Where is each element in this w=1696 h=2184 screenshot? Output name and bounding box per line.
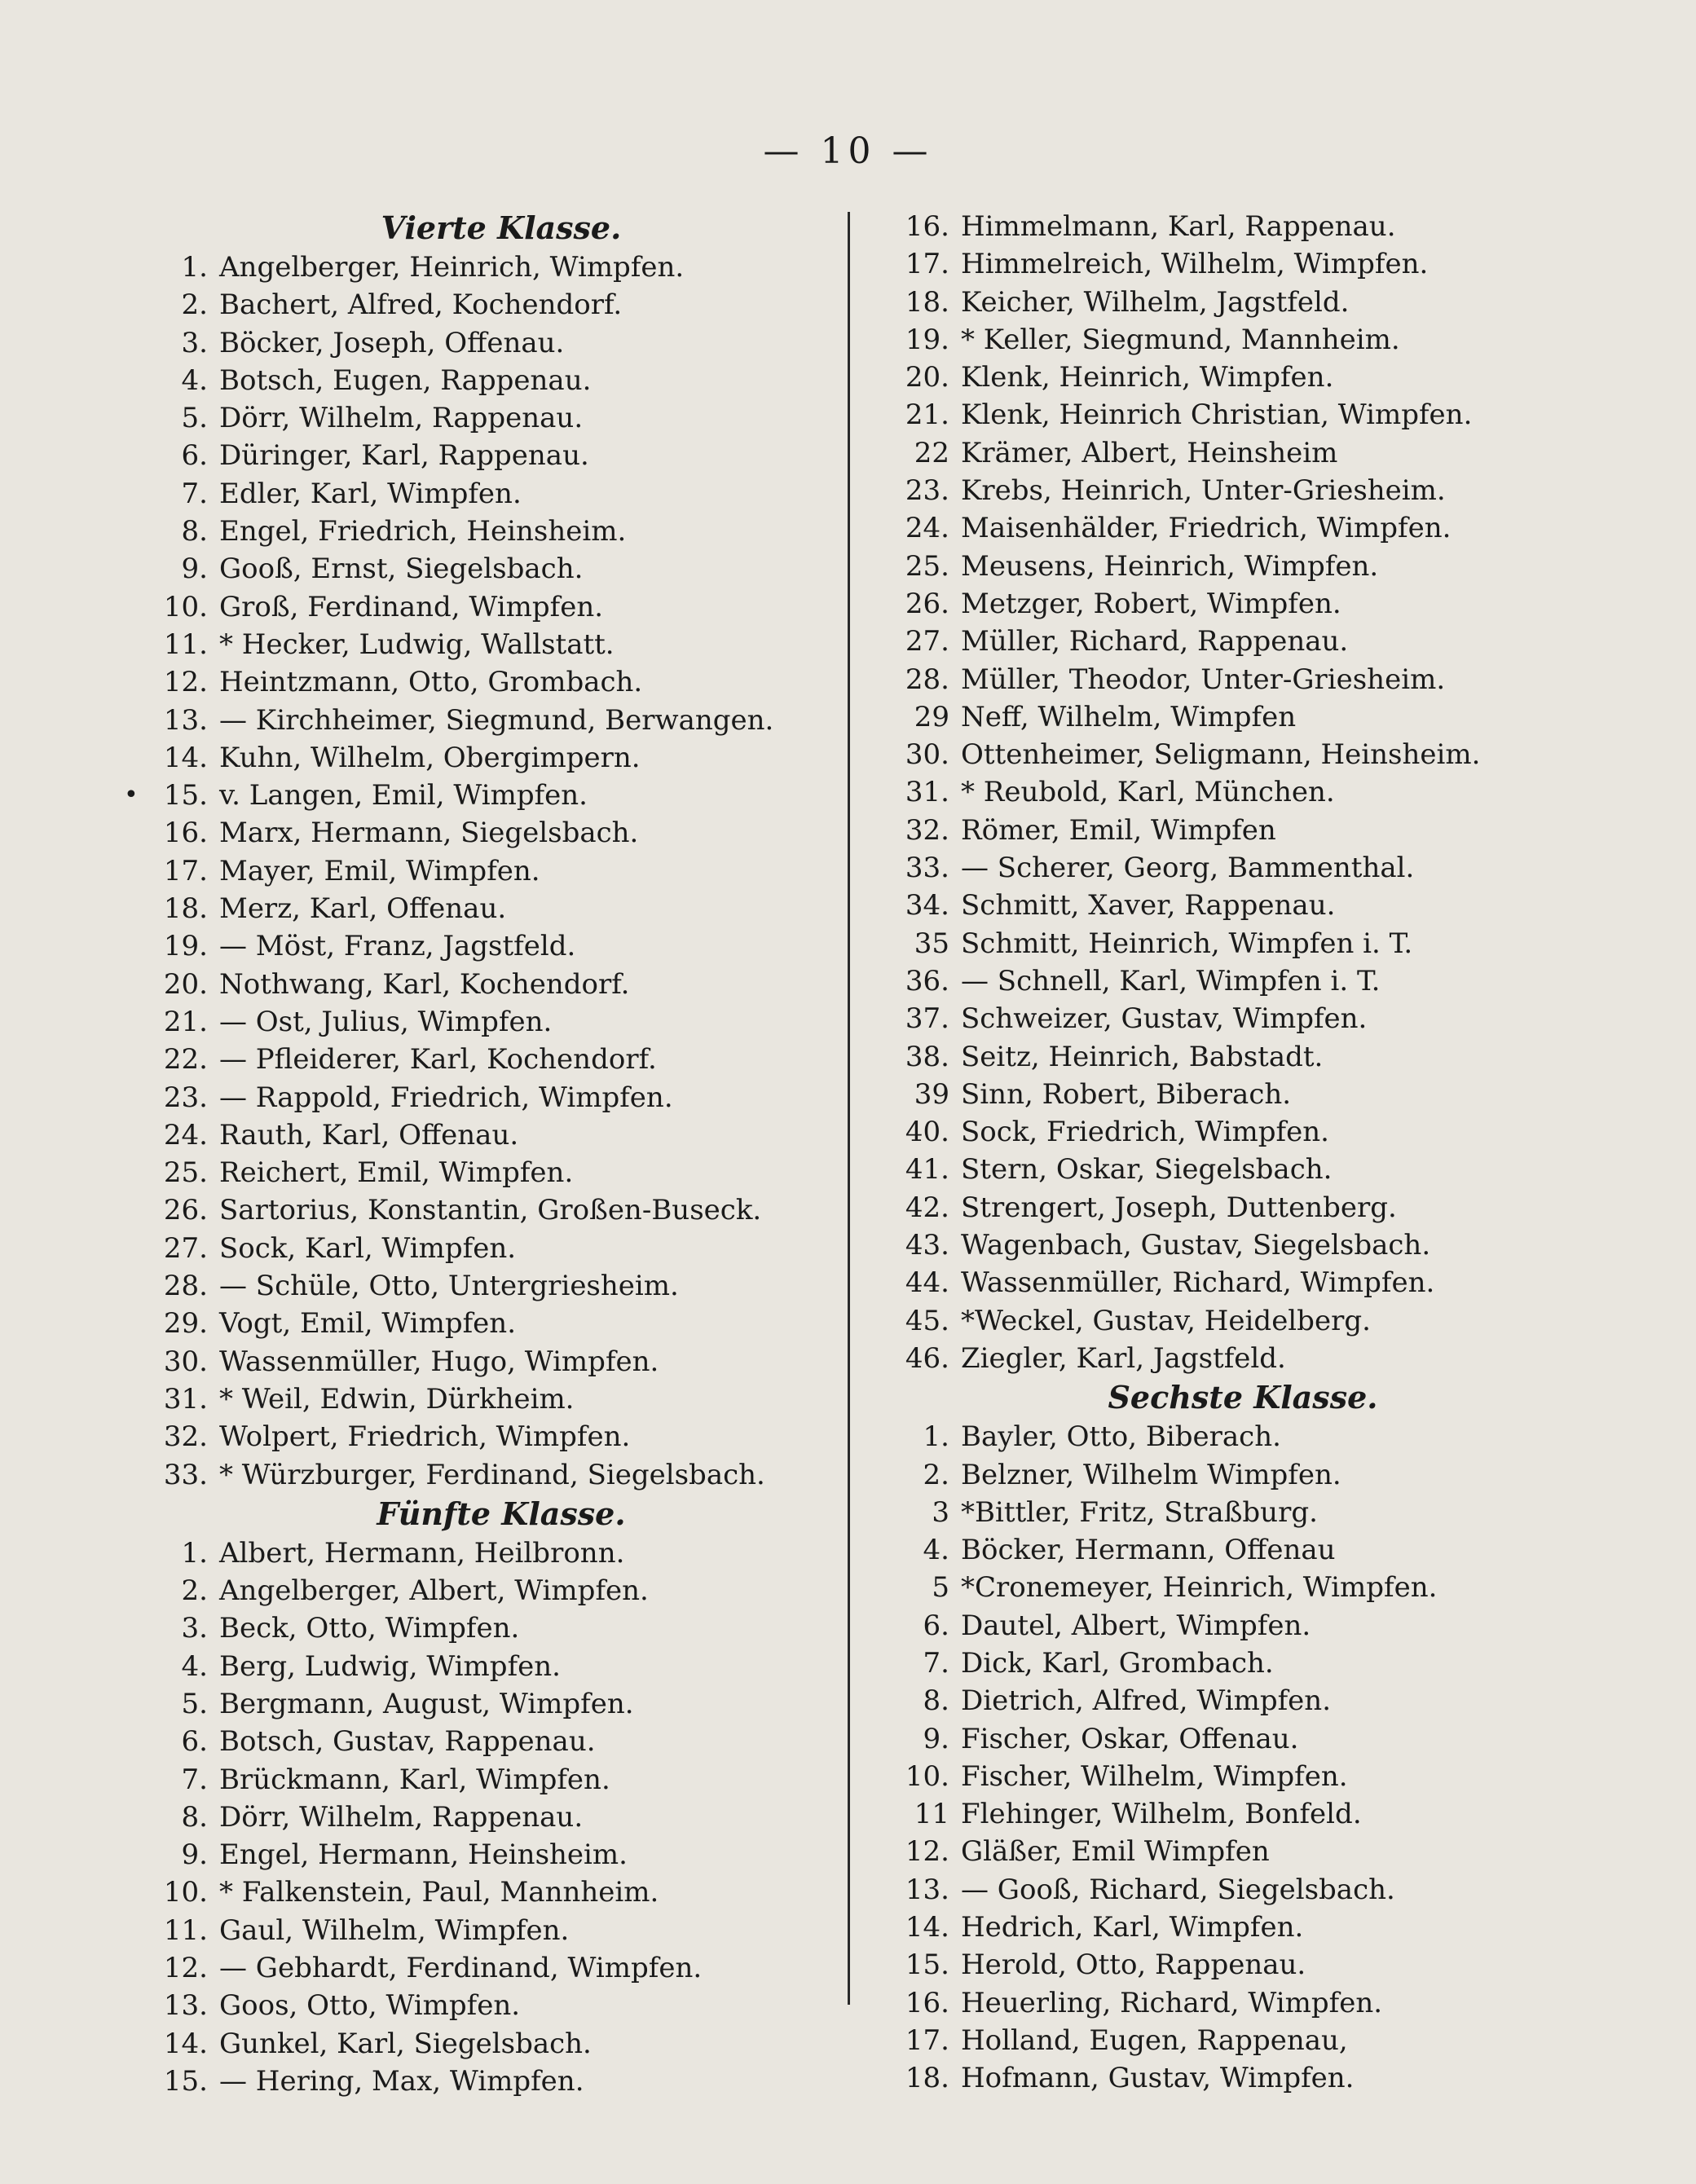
entry-name: Mayer, Emil, Wimpfen.: [219, 854, 540, 887]
list-item: [143, 324, 860, 362]
entry-number: 33.: [163, 1458, 208, 1491]
entry-name: v. Langen, Emil, Wimpfen.: [219, 779, 588, 812]
list-item: [143, 1003, 860, 1041]
entry-number: 3.: [181, 1612, 208, 1645]
entry-name: Himmelmann, Karl, Rappenau.: [961, 210, 1396, 243]
entry-name: — Pfleiderer, Karl, Kochendorf.: [219, 1043, 657, 1077]
entry-name: Engel, Hermann, Heinsheim.: [219, 1838, 628, 1872]
entry-name: Heintzmann, Otto, Grombach.: [219, 666, 643, 699]
entry-number: 7.: [181, 1763, 208, 1796]
entry-number: 14.: [163, 741, 208, 774]
entry-name: Keicher, Wilhelm, Jagstfeld.: [961, 285, 1350, 319]
list-item: [884, 1113, 1601, 1151]
entry-name: Gunkel, Karl, Siegelsbach.: [219, 2027, 592, 2060]
entry-name: — Hering, Max, Wimpfen.: [219, 2064, 584, 2098]
list-item: [884, 1795, 1601, 1833]
entry-number: 21.: [163, 1005, 208, 1038]
entry-number: 25.: [163, 1156, 208, 1190]
entry-number: 16.: [163, 817, 208, 850]
list-item: [884, 1340, 1601, 1377]
entry-name: Dietrich, Alfred, Wimpfen.: [961, 1684, 1332, 1718]
list-item: [884, 736, 1601, 773]
list-item: [143, 626, 860, 663]
entry-name: Sinn, Robert, Biberach.: [961, 1077, 1292, 1111]
entry-number: 8.: [181, 515, 208, 548]
list-item: [143, 1380, 860, 1418]
list-item: [884, 1264, 1601, 1301]
entry-number: 18.: [905, 285, 949, 319]
entry-number: 13.: [905, 1873, 949, 1906]
entry-name: Krebs, Heinrich, Unter-Griesheim.: [961, 474, 1446, 508]
list-item: [884, 1494, 1601, 1531]
list-item: [884, 623, 1601, 660]
entry-number: 10.: [163, 1876, 208, 1909]
list-item: [143, 1987, 860, 2024]
list-item: [884, 1569, 1601, 1606]
section-heading: Vierte Klasse.: [381, 209, 622, 246]
list-item: [884, 1758, 1601, 1795]
list-item: [884, 1000, 1601, 1037]
entry-number: 7.: [181, 477, 208, 510]
entry-number: 40.: [905, 1116, 949, 1149]
entry-name: Strengert, Joseph, Duttenberg.: [961, 1191, 1397, 1224]
entry-name: Fischer, Oskar, Offenau.: [961, 1722, 1299, 1755]
entry-name: Fischer, Wilhelm, Wimpfen.: [961, 1759, 1348, 1793]
entry-name: Belzner, Wilhelm Wimpfen.: [961, 1458, 1341, 1491]
list-item: [143, 550, 860, 588]
entry-name: Dick, Karl, Grombach.: [961, 1646, 1274, 1680]
list-item: [143, 777, 860, 814]
entry-number: 4.: [181, 1649, 208, 1683]
entry-name: Hofmann, Gustav, Wimpfen.: [961, 2062, 1355, 2095]
entry-number: 5.: [181, 402, 208, 435]
list-item: [143, 1609, 860, 1647]
list-item: [143, 814, 860, 852]
list-item: [884, 509, 1601, 547]
entry-number: 9.: [923, 1722, 949, 1755]
list-item: [884, 208, 1601, 245]
list-item: [143, 1305, 860, 1342]
entry-number: 27.: [163, 1231, 208, 1265]
entry-name: * Würzburger, Ferdinand, Siegelsbach.: [219, 1458, 765, 1491]
list-item: [143, 663, 860, 701]
entry-name: * Falkenstein, Paul, Mannheim.: [219, 1876, 659, 1909]
entry-number: 31.: [163, 1382, 208, 1416]
list-item: [143, 1912, 860, 1949]
entry-number: 28.: [905, 663, 949, 696]
entry-number: 13.: [163, 703, 208, 737]
entry-name: Gooß, Ernst, Siegelsbach.: [219, 553, 584, 586]
entry-name: Metzger, Robert, Wimpfen.: [961, 587, 1341, 620]
entry-name: — Kirchheimer, Siegmund, Berwangen.: [219, 703, 774, 737]
entry-name: Flehinger, Wilhelm, Bonfeld.: [961, 1798, 1362, 1831]
list-item: [884, 321, 1601, 359]
entry-number: 18.: [905, 2062, 949, 2095]
entry-name: Hedrich, Karl, Wimpfen.: [961, 1911, 1304, 1944]
entry-name: Dörr, Wilhelm, Rappenau.: [219, 402, 584, 435]
section-heading: Fünfte Klasse.: [377, 1495, 626, 1532]
entry-name: Seitz, Heinrich, Babstadt.: [961, 1040, 1324, 1073]
entry-number: 24.: [163, 1118, 208, 1151]
list-item: [884, 698, 1601, 736]
entry-number: 14.: [905, 1911, 949, 1944]
entry-name: Schweizer, Gustav, Wimpfen.: [961, 1002, 1368, 1036]
entry-number: 23.: [905, 474, 949, 508]
entry-name: Nothwang, Karl, Kochendorf.: [219, 967, 630, 1001]
list-item: [884, 396, 1601, 434]
entry-name: Goos, Otto, Wimpfen.: [219, 1989, 521, 2023]
entry-name: Müller, Richard, Rappenau.: [961, 625, 1349, 658]
entry-number: 17.: [163, 854, 208, 887]
entry-number: 33.: [905, 852, 949, 885]
entry-number: 10.: [163, 590, 208, 623]
entry-name: Ziegler, Karl, Jagstfeld.: [961, 1341, 1286, 1375]
entry-name: Wolpert, Friedrich, Wimpfen.: [219, 1420, 631, 1454]
entry-number: 2.: [181, 1574, 208, 1608]
entry-number: 11.: [163, 627, 208, 661]
list-item: [143, 2025, 860, 2063]
entry-number: 10.: [905, 1759, 949, 1793]
list-item: [143, 702, 860, 739]
entry-name: Maisenhälder, Friedrich, Wimpfen.: [961, 512, 1452, 545]
entry-name: *Weckel, Gustav, Heidelberg.: [961, 1304, 1371, 1337]
list-item: [143, 966, 860, 1003]
list-item: [143, 1685, 860, 1723]
list-item: [884, 434, 1601, 472]
entry-number: 32.: [163, 1420, 208, 1454]
list-item: [143, 1723, 860, 1760]
list-item: [143, 1836, 860, 1874]
list-item: [884, 1302, 1601, 1340]
entry-number: 1.: [181, 1536, 208, 1570]
list-item: [884, 849, 1601, 887]
list-item: [884, 812, 1601, 849]
entry-number: 30.: [163, 1345, 208, 1378]
entry-number: 37.: [905, 1002, 949, 1036]
list-item: [884, 1984, 1601, 2022]
list-item: [884, 962, 1601, 1000]
entry-number: 16.: [905, 1986, 949, 2019]
entry-name: Brückmann, Karl, Wimpfen.: [219, 1763, 610, 1796]
entry-number: 43.: [905, 1229, 949, 1262]
entry-name: Himmelreich, Wilhelm, Wimpfen.: [961, 248, 1429, 281]
entry-name: Berg, Ludwig, Wimpfen.: [219, 1649, 561, 1683]
list-item: [884, 1038, 1601, 1076]
list-item: [143, 1116, 860, 1154]
entry-number: 26.: [905, 587, 949, 620]
list-item: [884, 1833, 1601, 1870]
list-item: [884, 2059, 1601, 2097]
entry-number: 17.: [905, 248, 949, 281]
entry-name: — Schüle, Otto, Untergriesheim.: [219, 1270, 679, 1303]
list-item: [143, 1191, 860, 1229]
entry-name: Beck, Otto, Wimpfen.: [219, 1612, 520, 1645]
entry-number: 1.: [923, 1420, 949, 1454]
entry-number: 3.: [181, 326, 208, 359]
entry-number: 5: [932, 1571, 949, 1605]
list-item: [143, 1154, 860, 1191]
entry-number: 15.: [905, 1948, 949, 1982]
entry-name: Klenk, Heinrich Christian, Wimpfen.: [961, 398, 1473, 432]
list-item: [884, 1418, 1601, 1455]
list-item: [884, 925, 1601, 962]
entry-number: 6.: [181, 439, 208, 473]
entry-name: — Ost, Julius, Wimpfen.: [219, 1005, 553, 1038]
list-item: [143, 588, 860, 626]
entry-number: 31.: [905, 776, 949, 809]
entry-number: 34.: [905, 889, 949, 922]
entry-name: Schmitt, Xaver, Rappenau.: [961, 889, 1336, 922]
list-item: [884, 284, 1601, 321]
list-item: [143, 362, 860, 399]
list-item: [143, 852, 860, 890]
list-item: [884, 1720, 1601, 1758]
list-item: [143, 1761, 860, 1799]
entry-number: 14.: [163, 2027, 208, 2060]
entry-name: * Hecker, Ludwig, Wallstatt.: [219, 627, 615, 661]
entry-number: 11.: [163, 1913, 208, 1947]
entry-number: 35: [914, 927, 949, 960]
list-item: [884, 1456, 1601, 1494]
entry-number: 5.: [181, 1687, 208, 1720]
entry-name: Neff, Wilhelm, Wimpfen: [961, 700, 1297, 733]
entry-number: 21.: [905, 398, 949, 432]
list-item: [143, 927, 860, 965]
entry-name: Groß, Ferdinand, Wimpfen.: [219, 590, 604, 623]
list-item: [884, 887, 1601, 924]
list-item: [884, 585, 1601, 623]
entry-number: 12.: [163, 666, 208, 699]
list-item: [884, 1189, 1601, 1226]
entry-number: 16.: [905, 210, 949, 243]
entry-number: 19.: [905, 323, 949, 356]
list-item: [143, 1949, 860, 1987]
entry-number: 36.: [905, 964, 949, 997]
list-item: [143, 1230, 860, 1267]
entry-number: 38.: [905, 1040, 949, 1073]
list-item: [143, 1535, 860, 1572]
list-item: [884, 1226, 1601, 1264]
entry-number: 12.: [163, 1952, 208, 1985]
entry-number: 45.: [905, 1304, 949, 1337]
entry-number: 28.: [163, 1270, 208, 1303]
entry-number: 32.: [905, 813, 949, 847]
entry-number: 46.: [905, 1341, 949, 1375]
entry-number: 20.: [905, 361, 949, 394]
entry-name: Bergmann, August, Wimpfen.: [219, 1687, 634, 1720]
entry-number: 9.: [181, 1838, 208, 1872]
entry-name: Schmitt, Heinrich, Wimpfen i. T.: [961, 927, 1413, 960]
list-item: [884, 773, 1601, 811]
list-item: [143, 890, 860, 927]
list-item: [884, 1871, 1601, 1909]
entry-name: Merz, Karl, Offenau.: [219, 892, 507, 926]
list-item: [143, 1456, 860, 1494]
list-item: [143, 1799, 860, 1836]
entry-name: * Weil, Edwin, Dürkheim.: [219, 1382, 575, 1416]
list-item: [884, 661, 1601, 698]
entry-name: Botsch, Gustav, Rappenau.: [219, 1725, 596, 1759]
list-item: [143, 399, 860, 437]
list-item: [884, 359, 1601, 396]
entry-name: — Möst, Franz, Jagstfeld.: [219, 930, 576, 963]
entry-number: 4.: [181, 363, 208, 397]
entry-number: 6.: [181, 1725, 208, 1759]
entry-name: Bayler, Otto, Biberach.: [961, 1420, 1281, 1454]
entry-name: *Bittler, Fritz, Straßburg.: [961, 1495, 1318, 1529]
entry-name: Dörr, Wilhelm, Rappenau.: [219, 1800, 584, 1834]
entry-name: — Schnell, Karl, Wimpfen i. T.: [961, 964, 1381, 997]
entry-name: Klenk, Heinrich, Wimpfen.: [961, 361, 1334, 394]
entry-number: 27.: [905, 625, 949, 658]
entry-number: 6.: [923, 1609, 949, 1642]
entry-number: 1.: [181, 251, 208, 284]
list-item: [143, 1343, 860, 1380]
entry-name: Gläßer, Emil Wimpfen: [961, 1835, 1270, 1869]
entry-number: 12.: [905, 1835, 949, 1869]
entry-number: 4.: [923, 1534, 949, 1567]
entry-number: 20.: [163, 967, 208, 1001]
entry-number: 42.: [905, 1191, 949, 1224]
entry-name: Wagenbach, Gustav, Siegelsbach.: [961, 1229, 1431, 1262]
entry-number: 2.: [923, 1458, 949, 1491]
entry-name: Holland, Eugen, Rappenau,: [961, 2023, 1348, 2057]
entry-name: Heuerling, Richard, Wimpfen.: [961, 1986, 1383, 2019]
list-item: [884, 1946, 1601, 1984]
entry-number: 44.: [905, 1266, 949, 1300]
entry-name: Bachert, Alfred, Kochendorf.: [219, 288, 623, 322]
list-item: [143, 286, 860, 324]
entry-name: — Gebhardt, Ferdinand, Wimpfen.: [219, 1952, 703, 1985]
list-item: [884, 1076, 1601, 1113]
entry-number: 25.: [905, 549, 949, 583]
entry-name: Ottenheimer, Seligmann, Heinsheim.: [961, 738, 1481, 772]
entry-name: Wassenmüller, Hugo, Wimpfen.: [219, 1345, 659, 1378]
entry-name: Angelberger, Heinrich, Wimpfen.: [219, 251, 685, 284]
entry-name: Gaul, Wilhelm, Wimpfen.: [219, 1913, 570, 1947]
entry-name: Düringer, Karl, Rappenau.: [219, 439, 589, 473]
entry-name: * Keller, Siegmund, Mannheim.: [961, 323, 1400, 356]
entry-name: Botsch, Eugen, Rappenau.: [219, 363, 592, 397]
list-item: [884, 472, 1601, 509]
entry-name: Krämer, Albert, Heinsheim: [961, 436, 1338, 469]
entry-number: 13.: [163, 1989, 208, 2023]
entry-number: 8.: [181, 1800, 208, 1834]
entry-name: Böcker, Joseph, Offenau.: [219, 326, 565, 359]
list-item: [884, 1607, 1601, 1645]
list-item: [143, 1874, 860, 1911]
entry-name: Römer, Emil, Wimpfen: [961, 813, 1276, 847]
section-heading: Sechste Klasse.: [1108, 1379, 1378, 1416]
list-item: [143, 437, 860, 474]
entry-name: Reichert, Emil, Wimpfen.: [219, 1156, 574, 1190]
list-item: [143, 1041, 860, 1078]
list-item: [143, 513, 860, 550]
entry-number: 15.: [163, 779, 208, 812]
entry-name: Edler, Karl, Wimpfen.: [219, 477, 522, 510]
list-item: [884, 1645, 1601, 1682]
list-item: [884, 245, 1601, 283]
entry-name: Rauth, Karl, Offenau.: [219, 1118, 519, 1151]
entry-name: Böcker, Hermann, Offenau: [961, 1534, 1336, 1567]
list-item: [143, 475, 860, 513]
entry-number: 24.: [905, 512, 949, 545]
entry-name: Stern, Oskar, Siegelsbach.: [961, 1153, 1333, 1187]
entry-name: Marx, Hermann, Siegelsbach.: [219, 817, 639, 850]
entry-number: 8.: [923, 1684, 949, 1718]
entry-name: — Rappold, Friedrich, Wimpfen.: [219, 1081, 673, 1114]
list-item: [884, 1909, 1601, 1946]
entry-name: * Reubold, Karl, München.: [961, 776, 1335, 809]
list-item: [884, 1682, 1601, 1719]
entry-name: Albert, Hermann, Heilbronn.: [219, 1536, 625, 1570]
entry-name: Meusens, Heinrich, Wimpfen.: [961, 549, 1379, 583]
right-column: [884, 208, 1601, 2098]
list-item: [143, 2063, 860, 2100]
entry-number: 29: [914, 700, 949, 733]
entry-name: Engel, Friedrich, Heinsheim.: [219, 515, 627, 548]
list-item: [884, 1531, 1601, 1569]
entry-number: 3: [932, 1495, 949, 1529]
entry-number: 9.: [181, 553, 208, 586]
entry-number: 17.: [905, 2023, 949, 2057]
entry-number: 2.: [181, 288, 208, 322]
entry-number: 30.: [905, 738, 949, 772]
list-item: [143, 249, 860, 286]
entry-name: — Scherer, Georg, Bammenthal.: [961, 852, 1415, 885]
entry-name: Sartorius, Konstantin, Großen-Buseck.: [219, 1194, 762, 1227]
entry-number: 15.: [163, 2064, 208, 2098]
page-number: — 10 —: [763, 130, 933, 172]
entry-name: *Cronemeyer, Heinrich, Wimpfen.: [961, 1571, 1438, 1605]
entry-name: Vogt, Emil, Wimpfen.: [219, 1307, 517, 1341]
entry-number: 19.: [163, 930, 208, 963]
entry-name: — Gooß, Richard, Siegelsbach.: [961, 1873, 1395, 1906]
entry-number: 29.: [163, 1307, 208, 1341]
list-item: [143, 1572, 860, 1609]
left-column: [143, 208, 860, 2100]
entry-name: Müller, Theodor, Unter-Griesheim.: [961, 663, 1446, 696]
entry-number: 22: [914, 436, 949, 469]
entry-number: 23.: [163, 1081, 208, 1114]
margin-dot: •: [124, 781, 139, 809]
entry-name: Angelberger, Albert, Wimpfen.: [219, 1574, 649, 1608]
entry-name: Kuhn, Wilhelm, Obergimpern.: [219, 741, 641, 774]
list-item: [143, 1418, 860, 1455]
entry-number: 22.: [163, 1043, 208, 1077]
entry-number: 7.: [923, 1646, 949, 1680]
list-item: [143, 739, 860, 777]
entry-name: Dautel, Albert, Wimpfen.: [961, 1609, 1311, 1642]
entry-name: Sock, Karl, Wimpfen.: [219, 1231, 517, 1265]
list-item: [884, 1151, 1601, 1188]
entry-number: 39: [914, 1077, 949, 1111]
entry-name: Wassenmüller, Richard, Wimpfen.: [961, 1266, 1435, 1300]
entry-name: Herold, Otto, Rappenau.: [961, 1948, 1306, 1982]
list-item: [143, 1648, 860, 1685]
list-item: [143, 1079, 860, 1116]
entry-number: 41.: [905, 1153, 949, 1187]
list-item: [884, 548, 1601, 585]
entry-number: 18.: [163, 892, 208, 926]
entry-number: 26.: [163, 1194, 208, 1227]
entry-number: 11: [914, 1798, 949, 1831]
list-item: [143, 1267, 860, 1305]
entry-name: Sock, Friedrich, Wimpfen.: [961, 1116, 1329, 1149]
list-item: [884, 2022, 1601, 2059]
